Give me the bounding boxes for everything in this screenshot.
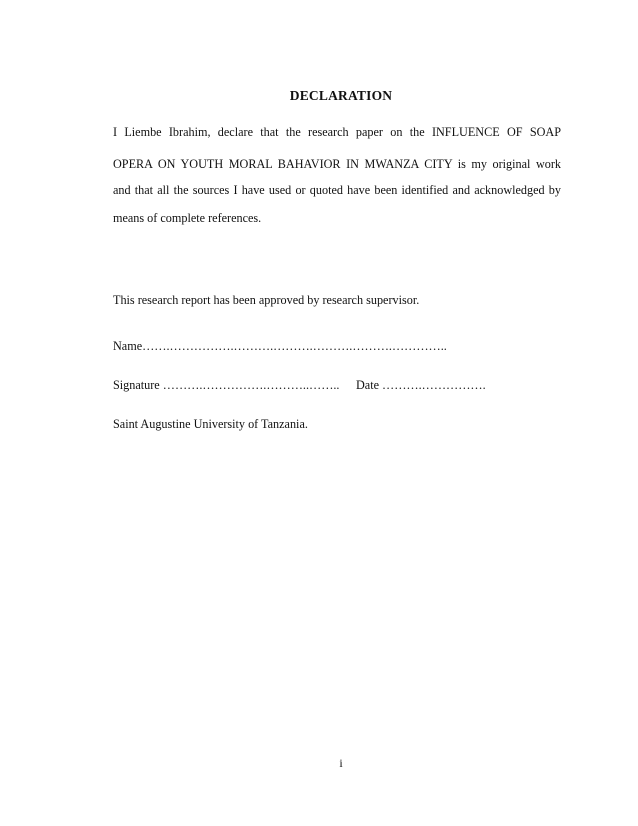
institution-name: Saint Augustine University of Tanzania. [113,417,308,431]
name-field: Name…….…………….……….……….……….……….………….. [113,339,447,353]
signature-field: Signature ……….…………….………..…….. [113,378,340,392]
declaration-title: DECLARATION [289,88,393,103]
declaration-line-2: OPERA ON YOUTH MORAL BAHAVIOR IN MWANZA CITY is my original work [113,157,561,171]
declaration-line-3: and that all the sources I have used or quoted have been identified and acknowledged by [113,183,561,197]
page-number: i [339,756,343,770]
declaration-line-4: means of complete references. [113,211,262,225]
date-field: Date ……….……………. [356,378,486,392]
declaration-line-1: I Liembe Ibrahim, declare that the research paper on the INFLUENCE OF SOAP [113,125,561,139]
approval-statement: This research report has been approved by research supervisor. [113,293,420,307]
